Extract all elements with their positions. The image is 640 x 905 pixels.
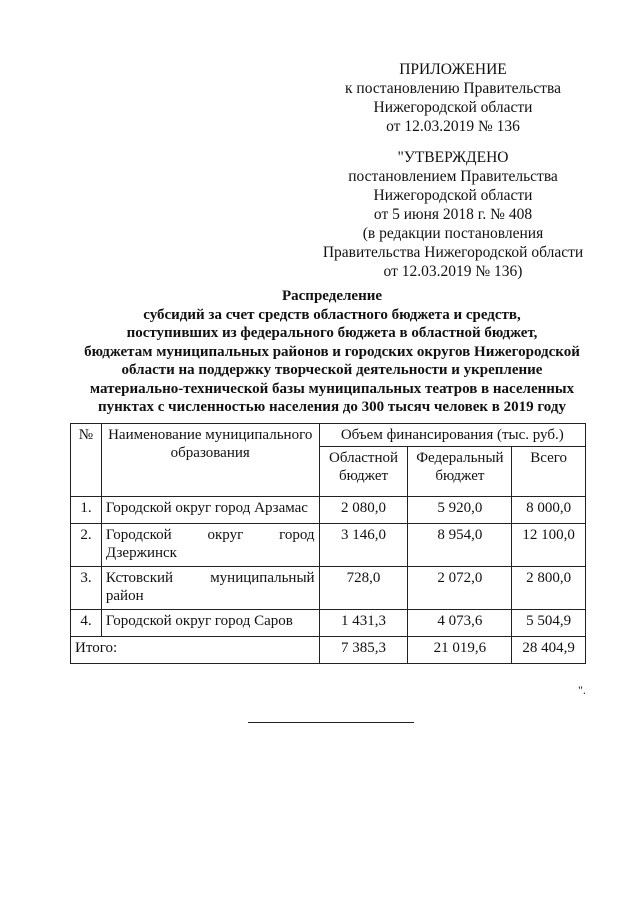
approval-stamp [314,148,592,281]
row-regional: 3 146,0 [319,524,408,567]
row-federal: 5 920,0 [408,497,512,524]
row-total: 2 800,0 [512,567,586,610]
row-num: 2. [71,524,102,567]
row-name: Кстовский муниципальный район [101,567,319,610]
approval-line: (в редакции постановления [362,225,544,242]
document-heading [62,287,602,417]
appendix-line: Нижегородской области [373,99,533,116]
header-name: Наименование муниципального образования [101,424,319,497]
appendix-header [340,60,566,136]
heading-line: бюджетам муниципальных районов и городских округов Нижегородской [84,343,580,360]
header-total: Всего [512,447,586,497]
appendix-title: ПРИЛОЖЕНИЕ [399,61,507,78]
heading-line: субсидий за счет средств областного бюджета и средств, [143,306,521,323]
row-total: 12 100,0 [512,524,586,567]
row-name: Городской округ город Арзамас [101,497,319,524]
appendix-date: от 12.03.2019 № 136 [386,118,520,135]
approval-line: Нижегородской области [373,187,533,204]
row-federal: 2 072,0 [408,567,512,610]
table-row [71,610,586,637]
row-name: Городской округ город Дзержинск [101,524,319,567]
row-federal: 8 954,0 [408,524,512,567]
heading-line: поступивших из федерального бюджета в областной бюджет, [126,325,538,341]
total-regional: 7 385,3 [319,637,408,664]
total-label: Итого: [71,637,320,664]
total-federal: 21 019,6 [408,637,512,664]
separator-line [248,722,414,723]
table-row [71,497,586,524]
row-regional: 2 080,0 [319,497,408,524]
header-funding: Объем финансирования (тыс. руб.) [319,424,585,447]
table-row [71,567,586,610]
row-federal: 4 073,6 [408,610,512,637]
header-federal: Федеральный бюджет [408,447,512,497]
row-num: 4. [71,610,102,637]
row-num: 3. [71,567,102,610]
funding-table [70,423,586,664]
row-total: 8 000,0 [512,497,586,524]
table-row [71,524,586,567]
heading-title: Распределение [281,288,383,304]
header-regional: Областной бюджет [319,447,408,497]
total-total: 28 404,9 [512,637,586,664]
appendix-line: к постановлению Правительства [345,80,561,97]
row-num: 1. [71,497,102,524]
approval-line: от 5 июня 2018 г. № 408 [373,206,533,223]
table-total-row [71,637,586,664]
header-num: № [71,424,102,497]
approval-line: постановлением Правительства [348,168,558,185]
approval-line: Правительства Нижегородской области [322,244,584,261]
approval-title: "УТВЕРЖДЕНО [397,149,509,166]
row-regional: 1 431,3 [319,610,408,637]
table-header-row [71,424,586,447]
heading-line: пунктах с численностью населения до 300 тысяч человек в 2019 году [98,399,566,415]
row-regional: 728,0 [319,567,408,610]
row-name: Городской округ город Саров [101,610,319,637]
closing-quote: ". [578,683,586,697]
approval-line: от 12.03.2019 № 136) [383,263,523,280]
heading-line: области на поддержку творческой деятельности и укрепление [121,362,543,378]
row-total: 5 504,9 [512,610,586,637]
heading-line: материально-технической базы муниципальных театров в населенных [89,380,575,397]
